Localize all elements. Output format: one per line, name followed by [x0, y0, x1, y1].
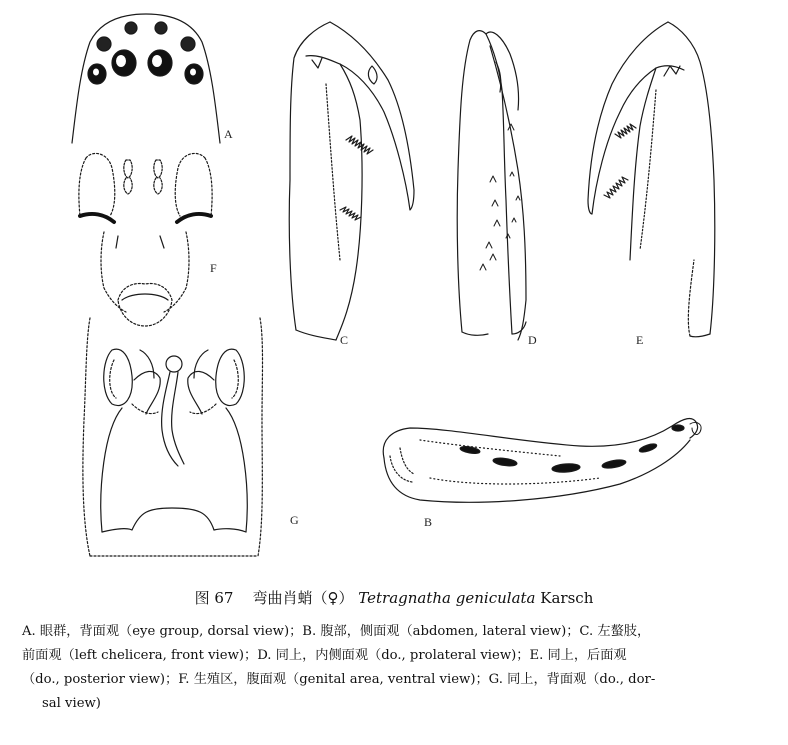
panel-label-g: G — [290, 513, 299, 527]
panel-c-chelicera-front — [289, 22, 414, 340]
panel-label-c: C — [340, 333, 349, 347]
caption-line: A. 眼群，背面观（eye group, dorsal view)；B. 腹部，侧面观（abdomen, lateral view)；C. 左螯肢， — [22, 624, 651, 639]
panel-label-a: A — [224, 127, 233, 141]
caption-line: 前面观（left chelicera, front view)；D. 同上，内侧面观（do., prolateral view)；E. 同上，后面观 — [22, 648, 627, 663]
panel-g-genital-area-dorsal — [83, 318, 263, 556]
panel-e-chelicera-posterior — [588, 22, 715, 337]
panel-label-f: F — [210, 261, 217, 275]
figure-caption-title — [0, 588, 788, 608]
panel-label-e: E — [636, 333, 644, 347]
panel-a-eye-group — [72, 14, 220, 143]
chinese-species-name: 弯曲肖蛸（♀） — [252, 589, 354, 607]
panel-label-d: D — [528, 333, 537, 347]
figure-caption-body — [22, 620, 770, 716]
genus-name: Tetragnatha — [358, 589, 451, 607]
panel-b-abdomen-lateral — [383, 419, 701, 503]
figure-number: 图 67 — [194, 589, 234, 607]
species-epithet: geniculata — [455, 589, 536, 607]
caption-line: sal view) — [42, 696, 101, 711]
panel-f-genital-area-ventral — [79, 153, 212, 326]
author-name: Karsch — [540, 589, 594, 607]
panel-d-chelicera-prolateral — [457, 31, 526, 340]
caption-line: （do., posterior view)；F. 生殖区，腹面观（genital area, ventral view)；G. 同上，背面观（do., dor- — [22, 672, 656, 687]
panel-label-b: B — [424, 515, 433, 529]
